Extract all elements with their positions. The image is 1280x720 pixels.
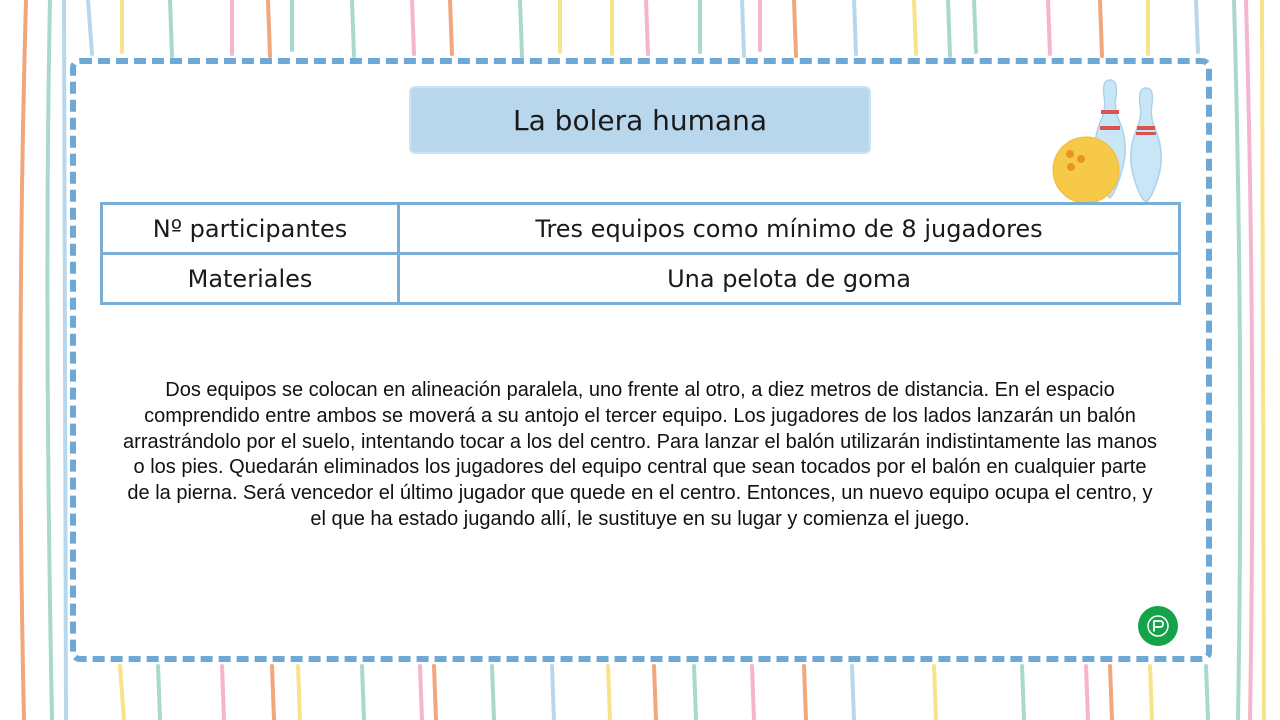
table-label-cell: Nº participantes xyxy=(102,204,399,254)
table-value-cell: Una pelota de goma xyxy=(399,254,1180,304)
info-table xyxy=(100,202,1181,305)
game-description: Dos equipos se colocan en alineación paralela, uno frente al otro, a diez metros de distancia. En el espacio comprendido entre ambos se moverá a su antojo el tercer equipo. Los jugadores de los lados lanzarán un balón arrastrándolo por el suelo, intentando tocar a los del centro. Para lanzar el balón utilizarán indistintamente las manos o los pies. Quedarán eliminados los jugadores del equipo central que sean tocados por el balón en cualquier parte de la pierna. Será vencedor el último jugador que quede en el centro. Entonces, un nuevo equipo ocupa el centro, y el que ha estado jugando allí, le sustituye en su lugar y comienza el juego. xyxy=(123,379,1157,530)
table-value-cell: Tres equipos como mínimo de 8 jugadores xyxy=(399,204,1180,254)
table-label-cell: Materiales xyxy=(102,254,399,304)
bowling-ball-and-pins-icon xyxy=(1048,74,1178,208)
page-title: La bolera humana xyxy=(409,86,871,154)
table-row xyxy=(102,254,1180,304)
brand-logo-icon xyxy=(1138,606,1178,646)
table-row xyxy=(102,204,1180,254)
